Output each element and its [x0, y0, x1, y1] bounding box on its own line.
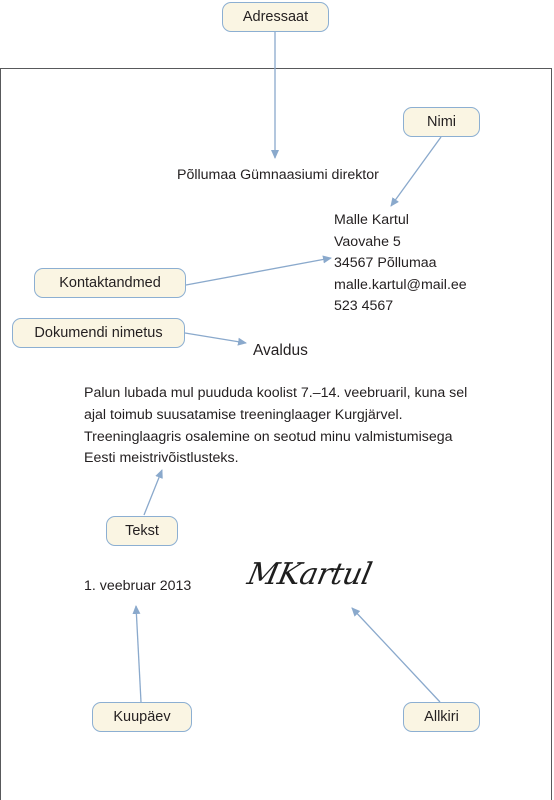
handwritten-signature: MKartul [244, 557, 375, 592]
arrow-name [391, 137, 441, 206]
recipient-line: Põllumaa Gümnaasiumi direktor [177, 167, 379, 183]
label-signature: Allkiri [403, 702, 480, 732]
body-line: ajal toimub suusatamise treeninglaager Kurgjärvel. [84, 406, 403, 423]
label-text: Tekst [106, 516, 178, 546]
arrow-date [136, 606, 141, 702]
label-date: Kuupäev [92, 702, 192, 732]
arrow-doc-title [185, 333, 246, 343]
arrow-text [144, 470, 162, 515]
sender-block [334, 210, 467, 318]
sender-street: Vaovahe 5 [334, 233, 401, 250]
sender-name: Malle Kartul [334, 212, 409, 228]
label-addressee: Adressaat [222, 2, 329, 32]
document-title: Avaldus [253, 342, 308, 359]
arrow-contact [186, 258, 331, 285]
label-contact: Kontaktandmed [34, 268, 186, 298]
arrow-signature [352, 608, 440, 702]
label-doc-title: Dokumendi nimetus [12, 318, 185, 348]
sender-email: malle.kartul@mail.ee [334, 276, 467, 293]
letter-date: 1. veebruar 2013 [84, 578, 192, 594]
letter-body [84, 383, 467, 470]
body-line: Eesti meistrivõistlusteks. [84, 450, 239, 467]
sender-phone: 523 4567 [334, 298, 394, 314]
body-line: Palun lubada mul puududa koolist 7.–14. veebruaril, kuna sel [84, 385, 468, 401]
sender-postal: 34567 Põllumaa [334, 255, 437, 271]
body-line: Treeninglaagris osalemine on seotud minu valmistumisega [84, 428, 453, 445]
label-name: Nimi [403, 107, 480, 137]
